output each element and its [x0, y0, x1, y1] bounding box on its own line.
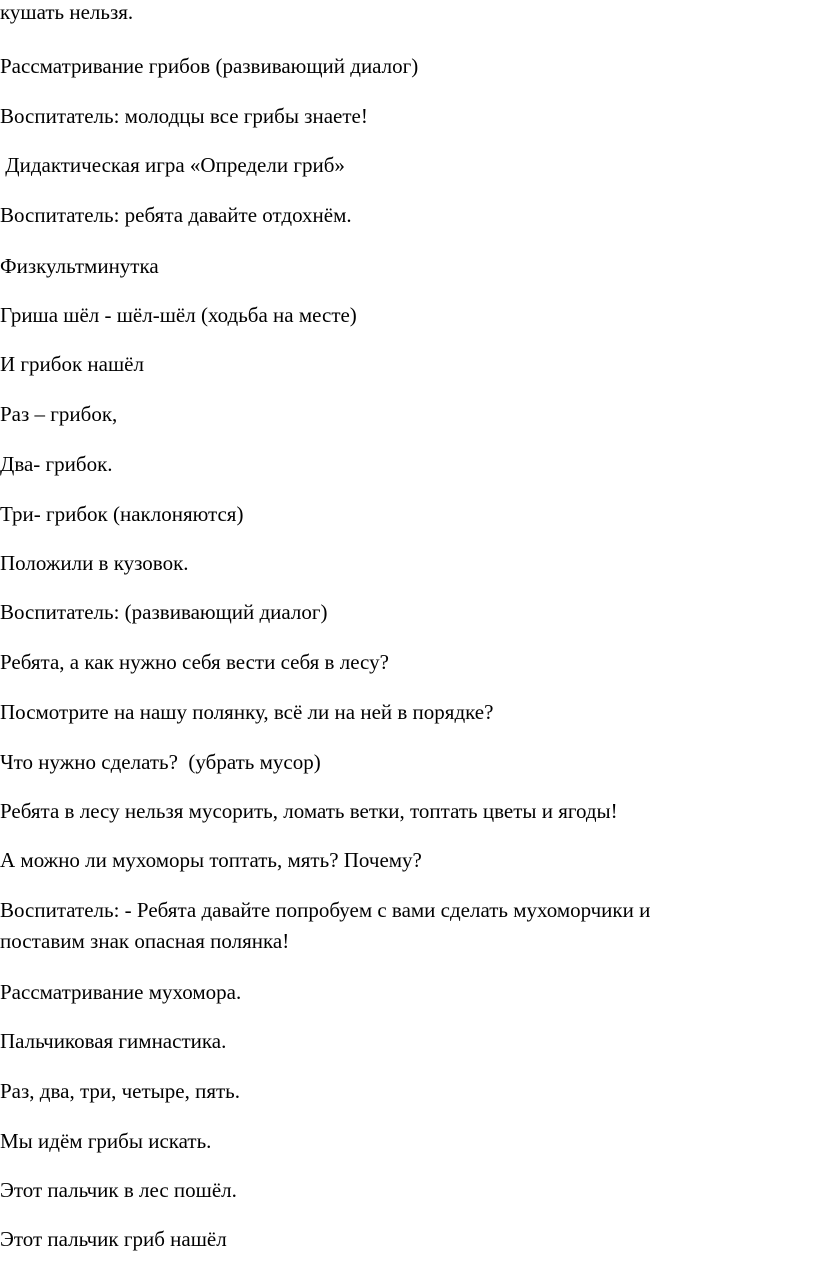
text-line: Воспитатель: (развивающий диалог) — [0, 600, 328, 624]
text-line: Положили в кузовок. — [0, 551, 189, 575]
text-line: поставим знак опасная полянка! — [0, 929, 290, 953]
text-line: Дидактическая игра «Определи гриб» — [0, 153, 345, 177]
text-line: Ребята в лесу нельзя мусорить, ломать ветки, топтать цветы и ягоды! — [0, 799, 618, 823]
text-line: Рассматривание грибов (развивающий диалог) — [0, 54, 419, 78]
text-line: Гриша шёл - шёл-шёл (ходьба на месте) — [0, 303, 357, 327]
text-line: Этот пальчик гриб нашёл — [0, 1227, 227, 1251]
text-line: Воспитатель: - Ребята давайте попробуем с вами сделать мухоморчики и — [0, 898, 651, 922]
text-line: Пальчиковая гимнастика. — [0, 1029, 227, 1053]
text-line: И грибок нашёл — [0, 352, 144, 376]
text-line: Ребята, а как нужно себя вести себя в лесу? — [0, 650, 389, 674]
text-line: Физкультминутка — [0, 254, 159, 278]
text-line: Раз – грибок, — [0, 402, 118, 426]
text-line: Мы идём грибы искать. — [0, 1129, 212, 1153]
text-line: Рассматривание мухомора. — [0, 980, 242, 1004]
text-line: Воспитатель: молодцы все грибы знаете! — [0, 104, 368, 128]
text-line: Раз, два, три, четыре, пять. — [0, 1079, 241, 1103]
text-line: Два- грибок. — [0, 452, 113, 476]
text-line: Три- грибок (наклоняются) — [0, 502, 244, 526]
text-line: Этот пальчик в лес пошёл. — [0, 1178, 237, 1202]
text-line: Что нужно сделать? (убрать мусор) — [0, 750, 321, 774]
text-line: кушать нельзя. — [0, 0, 134, 24]
text-line: Воспитатель: ребята давайте отдохнём. — [0, 203, 352, 227]
text-line: Посмотрите на нашу полянку, всё ли на ней в порядке? — [0, 700, 494, 724]
text-line: А можно ли мухоморы топтать, мять? Почему? — [0, 848, 422, 872]
